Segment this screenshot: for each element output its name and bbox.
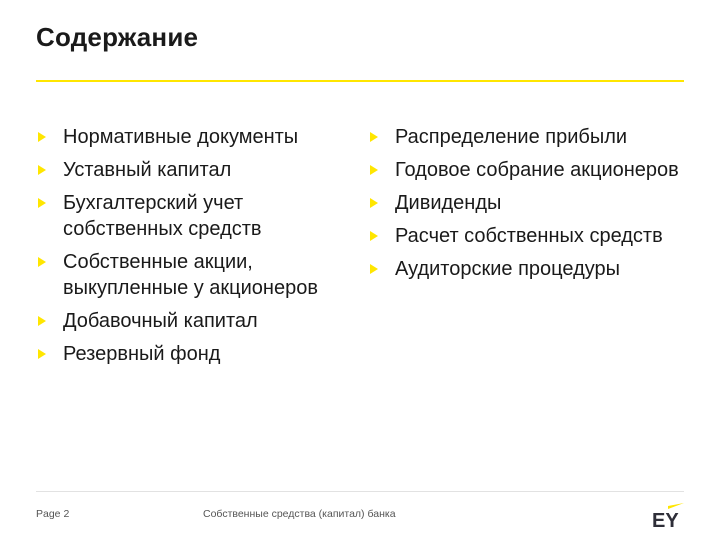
triangle-bullet-icon — [38, 165, 46, 175]
list-item-text: Нормативные документы — [63, 126, 299, 148]
footer-caption: Собственные средства (капитал) банка — [203, 508, 396, 520]
list-item-text: Аудиторские процедуры — [395, 258, 621, 280]
title-divider — [36, 80, 684, 82]
triangle-bullet-icon — [38, 132, 46, 142]
triangle-bullet-icon — [370, 165, 378, 175]
ey-logo-icon — [650, 503, 690, 529]
triangle-bullet-icon — [370, 264, 378, 274]
left-bullet-list — [36, 124, 356, 374]
triangle-bullet-icon — [370, 198, 378, 208]
footer-divider — [36, 491, 684, 492]
list-item-text: Годовое собрание акционеров — [395, 159, 679, 181]
list-item — [36, 341, 356, 367]
list-item — [368, 124, 688, 150]
list-item-text: Уставный капитал — [63, 159, 232, 181]
list-item — [36, 157, 356, 183]
list-item-text: Собственные акции, выкупленные у акционеров — [63, 251, 318, 299]
list-item-text: Распределение прибыли — [395, 126, 628, 148]
list-item-text: Расчет собственных средств — [395, 225, 663, 247]
right-bullet-list — [368, 124, 688, 289]
slide-title: Содержание — [36, 22, 199, 52]
triangle-bullet-icon — [38, 349, 46, 359]
triangle-bullet-icon — [38, 316, 46, 326]
svg-text:EY: EY — [652, 510, 679, 529]
list-item — [368, 223, 688, 249]
list-item — [368, 190, 688, 216]
list-item-text: Добавочный капитал — [63, 310, 258, 332]
list-item — [36, 190, 356, 242]
list-item — [36, 308, 356, 334]
list-item-text: Бухгалтерский учет собственных средств — [63, 192, 262, 240]
triangle-bullet-icon — [38, 198, 46, 208]
list-item — [368, 157, 688, 183]
list-item-text: Резервный фонд — [63, 343, 221, 365]
list-item — [36, 249, 356, 301]
list-item — [36, 124, 356, 150]
triangle-bullet-icon — [370, 132, 378, 142]
list-item — [368, 256, 688, 282]
page-number: Page 2 — [36, 508, 70, 520]
triangle-bullet-icon — [370, 231, 378, 241]
list-item-text: Дивиденды — [395, 192, 502, 214]
triangle-bullet-icon — [38, 257, 46, 267]
